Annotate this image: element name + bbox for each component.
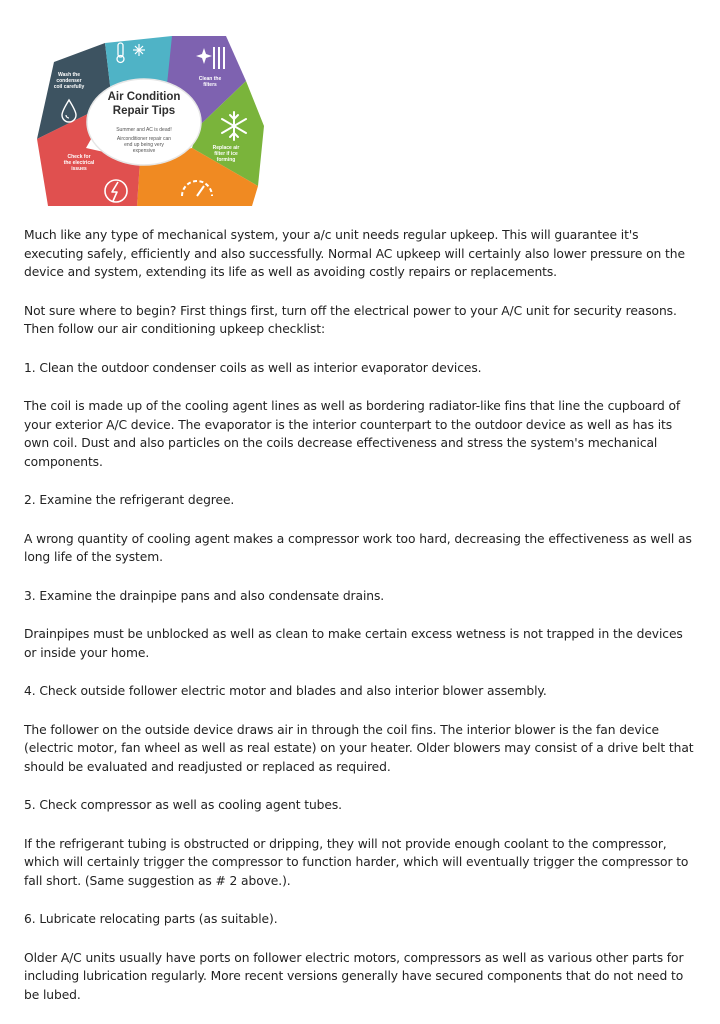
replace-label-line1: Replace air — [212, 145, 240, 151]
wash-label-line2: condenser — [56, 78, 82, 84]
checklist-step-2-body: A wrong quantity of cooling agent makes a compressor work too hard, decreasing the effectiveness as well as long life of the system. — [24, 531, 692, 564]
ac-repair-tips-infographic — [24, 36, 264, 210]
checklist-step-2-heading: 2. Examine the refrigerant degree. — [24, 493, 235, 507]
checklist-step-1-body: The coil is made up of the cooling agent lines as well as bordering radiator-like fins that line the cupboard of your exterior A/C device. The evaporator is the interior counterpart to the outdoor device as well as has its own coil. Dust and also particles on the coils decrease effectiveness and stress the system's mechanical components. — [24, 399, 681, 469]
checklist-step-5-body: If the refrigerant tubing is obstructed or dripping, they will not provide enough coolant to the compressor, which will certainly trigger the compressor to function harder, which will eventually trigger the compressor to fall short. (Same suggestion as # 2 above.). — [24, 836, 689, 888]
checklist-step-1-heading: 1. Clean the outdoor condenser coils as well as interior evaporator devices. — [24, 360, 482, 375]
article-body — [24, 226, 696, 1024]
check-label-line1: Check for — [67, 154, 91, 160]
check-label-line2: the electrical — [63, 160, 95, 166]
wash-label-line3: coil carefully — [53, 84, 85, 90]
infographic-subtitle-line2: Airconditioner repair can — [116, 136, 172, 142]
checklist-step-4-heading: 4. Check outside follower electric motor and blades and also interior blower assembly. — [24, 684, 547, 698]
checklist-step-6-heading: 6. Lubricate relocating parts (as suitable). — [24, 912, 278, 926]
checklist-step-4-body: The follower on the outside device draws air in through the coil fins. The interior blower is the fan device (electric motor, fan wheel as well as real estate) on your heater. Older blowers may consist of a drive belt that should be evaluated and readjusted or replaced as required. — [24, 722, 694, 774]
replace-label-line2: filter if ice — [214, 151, 238, 157]
paragraph-intro: Much like any type of mechanical system, your a/c unit needs regular upkeep. This will guarantee it's executing safely, efficiently and also successfully. Normal AC upkeep will certainly also lower pressure on the device and system, extending its life as well as avoiding costly repairs or replacements. — [24, 228, 685, 279]
filters-label-line2: filters — [203, 82, 217, 88]
paragraph-where-to-begin: Not sure where to begin? First things first, turn off the electrical power to your A/C unit for security reasons. Then follow our air conditioning upkeep checklist: — [24, 303, 677, 336]
checklist-step-3-body: Drainpipes must be unblocked as well as clean to make certain excess wetness is not trapped in the devices or inside your home. — [24, 627, 683, 660]
checklist-step-3-heading: 3. Examine the drainpipe pans and also condensate drains. — [24, 588, 385, 603]
infographic-subtitle-line3: end up being very — [124, 142, 164, 148]
infographic-title-line1: Air Condition — [107, 91, 181, 103]
infographic-subtitle-line4: expensive — [132, 148, 156, 154]
infographic-title-line2: Repair Tips — [112, 105, 176, 117]
infographic-subtitle-line1: Summer and AC is dead! — [116, 127, 172, 133]
checklist-step-5-heading: 5. Check compressor as well as cooling agent tubes. — [24, 798, 342, 812]
wash-label-line1: Wash the — [57, 72, 81, 78]
replace-label-line3: forming — [216, 157, 236, 163]
check-label-line3: issues — [71, 166, 87, 172]
filters-label-line1: Clean the — [198, 76, 222, 82]
checklist-step-6-body: Older A/C units usually have ports on follower electric motors, compressors as well as various other parts for including lubrication regularly. More recent versions generally have secured components that do not need to be lubed. — [24, 950, 684, 1002]
